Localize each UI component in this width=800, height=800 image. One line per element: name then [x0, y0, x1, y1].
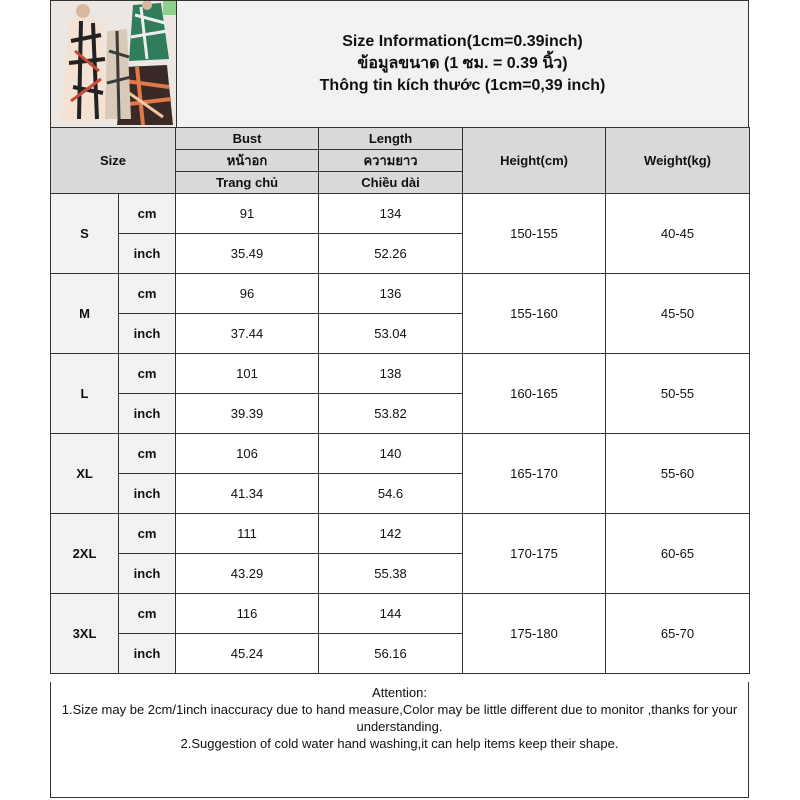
header-row-1 — [51, 128, 750, 150]
unit-inch: inch — [119, 314, 176, 354]
bust-inch-value: 41.34 — [176, 474, 319, 514]
bust-cm-value: 91 — [176, 194, 319, 234]
height-header: Height(cm) — [463, 128, 606, 194]
table-row — [51, 434, 750, 474]
unit-inch: inch — [119, 394, 176, 434]
size-label-m: M — [51, 274, 119, 354]
length-inch-value: 54.6 — [319, 474, 463, 514]
unit-cm: cm — [119, 594, 176, 634]
table-row — [51, 274, 750, 314]
table-row — [51, 194, 750, 234]
size-label-2xl: 2XL — [51, 514, 119, 594]
weight-header: Weight(kg) — [606, 128, 750, 194]
bust-inch-value: 39.39 — [176, 394, 319, 434]
bust-cm-value: 116 — [176, 594, 319, 634]
length-inch-value: 53.04 — [319, 314, 463, 354]
length-inch-value: 52.26 — [319, 234, 463, 274]
unit-inch: inch — [119, 234, 176, 274]
bust-inch-value: 43.29 — [176, 554, 319, 594]
size-table — [50, 127, 750, 674]
bust-inch-value: 45.24 — [176, 634, 319, 674]
table-row — [51, 354, 750, 394]
height-value: 160-165 — [463, 354, 606, 434]
height-value: 155-160 — [463, 274, 606, 354]
header-panel — [50, 0, 749, 128]
size-label-l: L — [51, 354, 119, 434]
unit-cm: cm — [119, 514, 176, 554]
bust-inch-value: 37.44 — [176, 314, 319, 354]
bust-cm-value: 96 — [176, 274, 319, 314]
attention-title: Attention: — [372, 685, 427, 700]
unit-inch: inch — [119, 474, 176, 514]
length-header-en: Length — [319, 128, 463, 150]
weight-value: 65-70 — [606, 594, 750, 674]
attention-notes — [50, 682, 749, 798]
unit-cm: cm — [119, 354, 176, 394]
bust-header-vi: Trang chủ — [176, 172, 319, 194]
bust-header-th: หน้าอก — [176, 150, 319, 172]
length-cm-value: 140 — [319, 434, 463, 474]
length-cm-value: 136 — [319, 274, 463, 314]
unit-cm: cm — [119, 434, 176, 474]
length-inch-value: 55.38 — [319, 554, 463, 594]
weight-value: 60-65 — [606, 514, 750, 594]
unit-inch: inch — [119, 634, 176, 674]
bust-cm-value: 111 — [176, 514, 319, 554]
bust-cm-value: 101 — [176, 354, 319, 394]
size-label-s: S — [51, 194, 119, 274]
length-cm-value: 144 — [319, 594, 463, 634]
attention-line-2: 2.Suggestion of cold water hand washing,it can help items keep their shape. — [180, 736, 619, 751]
weight-value: 50-55 — [606, 354, 750, 434]
length-cm-value: 134 — [319, 194, 463, 234]
bust-inch-value: 35.49 — [176, 234, 319, 274]
length-cm-value: 138 — [319, 354, 463, 394]
height-value: 150-155 — [463, 194, 606, 274]
size-label-3xl: 3XL — [51, 594, 119, 674]
length-inch-value: 53.82 — [319, 394, 463, 434]
height-value: 170-175 — [463, 514, 606, 594]
title-block — [177, 1, 748, 127]
length-cm-value: 142 — [319, 514, 463, 554]
weight-value: 45-50 — [606, 274, 750, 354]
title-english: Size Information(1cm=0.39inch) — [342, 33, 583, 50]
table-row — [51, 514, 750, 554]
unit-cm: cm — [119, 274, 176, 314]
attention-line-1: 1.Size may be 2cm/1inch inaccuracy due to hand measure,Color may be little different due to monitor ,thanks for your understanding. — [61, 702, 738, 734]
title-vietnamese: Thông tin kích thước (1cm=0,39 inch) — [319, 77, 606, 94]
size-header: Size — [51, 128, 176, 194]
height-value: 165-170 — [463, 434, 606, 514]
unit-inch: inch — [119, 554, 176, 594]
bust-cm-value: 106 — [176, 434, 319, 474]
unit-cm: cm — [119, 194, 176, 234]
size-label-xl: XL — [51, 434, 119, 514]
height-value: 175-180 — [463, 594, 606, 674]
length-header-th: ความยาว — [319, 150, 463, 172]
product-photo-icon — [51, 1, 176, 127]
title-thai: ข้อมูลขนาด (1 ซม. = 0.39 นิ้ว) — [357, 55, 568, 72]
length-header-vi: Chiều dài — [319, 172, 463, 194]
weight-value: 55-60 — [606, 434, 750, 514]
weight-value: 40-45 — [606, 194, 750, 274]
bust-header-en: Bust — [176, 128, 319, 150]
table-row — [51, 594, 750, 634]
length-inch-value: 56.16 — [319, 634, 463, 674]
product-thumbnail — [51, 1, 177, 127]
